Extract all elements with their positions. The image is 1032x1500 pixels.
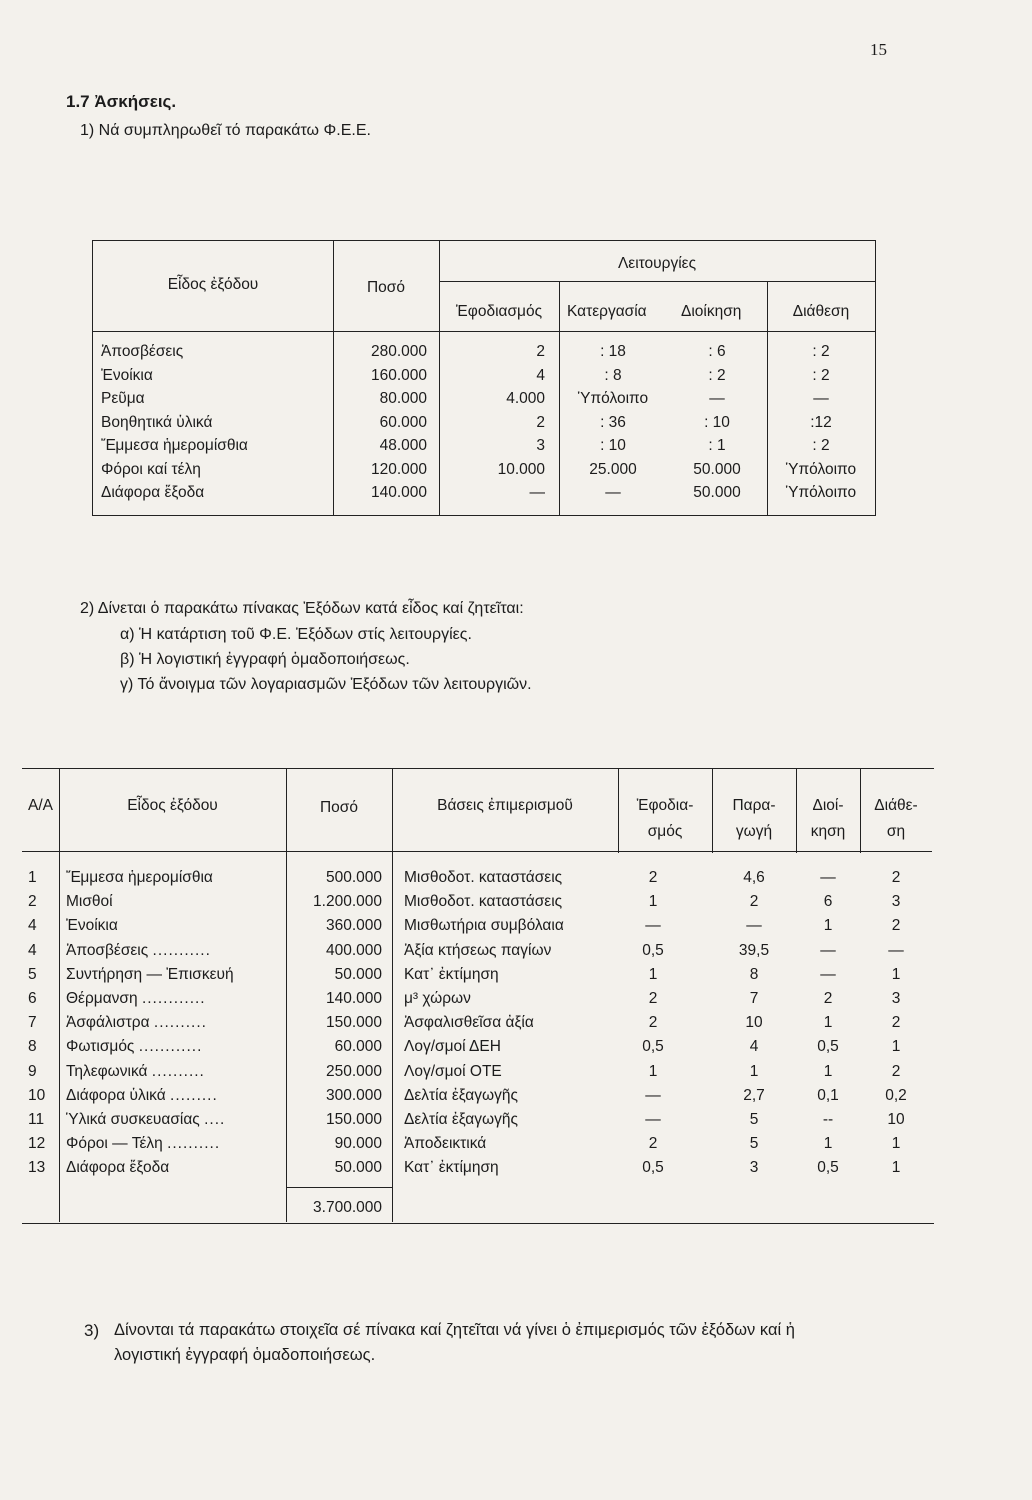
row-name-text: Διάφορα ὑλικά — [66, 1086, 166, 1104]
row-distribution: 2 — [891, 869, 901, 886]
row-amount: 150.000 — [325, 1111, 382, 1128]
row-name: Βοηθητικά ὑλικά — [101, 413, 213, 431]
row-supply: 4.000 — [506, 390, 545, 407]
row-name: Ἐνοίκια — [101, 366, 153, 384]
row-production: — — [746, 917, 762, 935]
header-basis: Βάσεις ἐπιμερισμοῦ — [437, 797, 573, 814]
row-production: 10 — [745, 1014, 763, 1032]
row-distribution: Ὑπόλοιπο — [785, 460, 857, 478]
header-supply: Ἐφοδιασμός — [455, 303, 543, 320]
exercise-2-instruction: 2) Δίνεται ὁ παρακάτω πίνακας Ἐξόδων κατά εἶδος καί ζητεῖται: — [80, 600, 524, 617]
row-administration: 0,5 — [817, 1038, 839, 1056]
row-distribution: 2 — [891, 1014, 901, 1032]
row-amount: 48.000 — [379, 437, 427, 454]
header-supply-2b: σμός — [647, 823, 683, 840]
row-production: 1 — [749, 1062, 759, 1080]
row-amount: 400.000 — [325, 941, 382, 959]
page-number: 15 — [870, 40, 887, 59]
row-administration: — — [820, 941, 836, 959]
row-processing: : 36 — [600, 413, 626, 431]
row-distribution: 1 — [891, 1038, 901, 1056]
header-distribution-2a: Διάθε- — [874, 797, 918, 814]
row-num: 7 — [28, 1014, 37, 1032]
row-amount: 160.000 — [370, 366, 427, 384]
header-administration-2a: Διοί- — [812, 797, 844, 814]
row-num: 4 — [28, 941, 37, 959]
row-supply: — — [645, 1111, 661, 1128]
row-distribution: : 2 — [812, 366, 830, 384]
row-amount: 280.000 — [370, 343, 427, 360]
row-basis: Κατ᾽ ἐκτίμηση — [404, 965, 499, 983]
header-administration: Διοίκηση — [681, 303, 742, 320]
row-administration: 1 — [823, 917, 833, 935]
row-administration: 50.000 — [693, 460, 741, 478]
row-production: 39,5 — [738, 941, 770, 959]
exercise-2-item-a: α) Ἡ κατάρτιση τοῦ Φ.Ε. Ἐξόδων στίς λειτουργίες. — [120, 626, 472, 643]
row-administration: 1 — [823, 1014, 833, 1032]
row-processing: 25.000 — [589, 460, 637, 478]
header-production-a: Παρα- — [732, 797, 776, 814]
row-supply: — — [529, 484, 545, 501]
leader-dots: ........... — [152, 941, 211, 959]
header-amount: Ποσό — [366, 279, 405, 296]
header-amount-2: Ποσό — [319, 799, 358, 816]
row-supply: 2 — [536, 343, 545, 360]
exercise-3-line-1: Δίνονται τά παρακάτω στοιχεῖα σέ πίνακα καί ζητεῖται νά γίνει ὁ ἐπιμερισμός τῶν ἐξόδων καί ἡ — [114, 1321, 795, 1339]
row-amount: 1.200.000 — [313, 893, 382, 911]
row-name-text: Φόροι — Τέλη — [66, 1135, 163, 1153]
row-num: 6 — [28, 990, 37, 1007]
row-administration: — — [709, 390, 725, 407]
row-name: Ρεῦμα — [101, 390, 145, 407]
row-administration: -- — [822, 1111, 834, 1128]
row-name — [66, 1014, 207, 1032]
row-basis: Ἀξία κτήσεως παγίων — [404, 941, 552, 959]
row-supply: 3 — [536, 437, 545, 454]
row-administration: : 1 — [708, 437, 726, 454]
row-distribution: 2 — [891, 917, 901, 935]
row-processing: : 10 — [600, 437, 626, 454]
row-basis: Μισθοδοτ. καταστάσεις — [404, 893, 563, 911]
row-supply: 1 — [648, 893, 658, 911]
row-distribution: — — [813, 390, 829, 407]
row-amount: 50.000 — [334, 965, 382, 983]
row-distribution: : 2 — [812, 437, 830, 454]
row-amount: 360.000 — [325, 917, 382, 935]
row-num: 5 — [28, 965, 37, 983]
leader-dots: ......... — [170, 1086, 218, 1104]
row-supply: 2 — [648, 990, 658, 1007]
row-supply: 1 — [648, 1062, 658, 1080]
row-name: Ἔμμεσα ἡμερομίσθια — [101, 437, 248, 454]
row-supply: — — [645, 1086, 661, 1104]
leader-dots: .......... — [167, 1135, 221, 1153]
exercise-3-line-2: λογιστική ἐγγραφή ὁμαδοποιήσεως. — [114, 1346, 376, 1364]
row-supply: 2 — [648, 869, 658, 886]
row-name: Ἔμμεσα ἡμερομίσθια — [66, 869, 213, 886]
row-processing: : 8 — [604, 366, 622, 384]
row-administration: 6 — [823, 893, 833, 911]
row-num: 2 — [28, 893, 37, 911]
total-amount: 3.700.000 — [313, 1199, 382, 1216]
row-basis: Μισθωτήρια συμβόλαια — [404, 917, 564, 935]
header-expense-type-2: Εἶδος ἐξόδου — [127, 797, 218, 814]
row-name — [66, 1087, 218, 1105]
leader-dots: .......... — [151, 1062, 205, 1080]
exercise-2-item-c: γ) Τό ἄνοιγμα τῶν λογαριασμῶν Ἐξόδων τῶν λειτουργιῶν. — [120, 676, 532, 693]
row-basis: Ἀσφαλισθεῖσα ἀξία — [404, 1014, 534, 1032]
row-amount: 80.000 — [379, 390, 427, 407]
row-name: Διάφορα ἔξοδα — [101, 484, 205, 501]
row-supply: 1 — [648, 965, 658, 983]
exercise-3-number: 3) — [84, 1321, 100, 1340]
row-administration: 1 — [823, 1135, 833, 1153]
row-name — [66, 1111, 225, 1129]
row-distribution: 3 — [891, 893, 901, 911]
row-production: 3 — [749, 1159, 759, 1177]
row-amount: 60.000 — [379, 413, 427, 431]
row-distribution: 3 — [891, 990, 901, 1007]
row-name-text: Ἀσφάλιστρα — [66, 1014, 150, 1032]
row-production: 7 — [749, 990, 759, 1007]
leader-dots: ............ — [138, 1038, 203, 1056]
row-name-text: Φωτισμός — [66, 1038, 135, 1056]
row-name-text: Θέρμανση — [66, 990, 138, 1007]
row-basis: Μισθοδοτ. καταστάσεις — [404, 869, 563, 886]
header-supply-2a: Ἐφοδια- — [636, 797, 694, 814]
header-expense-type: Εἶδος ἐξόδου — [167, 276, 259, 293]
row-num: 12 — [28, 1135, 46, 1153]
header-distribution: Διάθεση — [792, 303, 850, 320]
row-name — [66, 990, 206, 1008]
row-amount: 250.000 — [325, 1062, 382, 1080]
row-name: Ἐνοίκια — [66, 917, 118, 935]
row-supply: 0,5 — [642, 1038, 664, 1056]
row-num: 11 — [28, 1111, 45, 1128]
row-name-text: Ἀποσβέσεις — [66, 941, 149, 959]
row-administration: 1 — [823, 1062, 833, 1080]
row-num: 9 — [28, 1062, 37, 1080]
row-production: 8 — [749, 965, 759, 983]
row-processing: : 18 — [600, 343, 626, 360]
row-supply: 4 — [536, 366, 545, 384]
row-name — [66, 1135, 220, 1153]
row-name-text: Ὑλικά συσκευασίας — [66, 1111, 200, 1128]
row-distribution: 1 — [891, 1159, 901, 1177]
header-administration-2b: κηση — [810, 823, 846, 840]
row-distribution: : 2 — [812, 343, 830, 360]
row-production: 2,7 — [743, 1086, 765, 1104]
row-administration: 2 — [823, 990, 833, 1007]
row-amount: 140.000 — [370, 484, 427, 501]
row-basis: μ³ χώρων — [404, 990, 471, 1007]
leader-dots: .......... — [153, 1014, 207, 1032]
row-supply: 0,5 — [642, 941, 664, 959]
row-distribution: :12 — [810, 413, 832, 431]
expense-functions-table — [92, 240, 876, 516]
row-administration: 0,1 — [817, 1086, 839, 1104]
row-supply: 0,5 — [642, 1159, 664, 1177]
header-production-b: γωγή — [735, 823, 773, 840]
row-production: 2 — [749, 893, 759, 911]
row-production: 4,6 — [743, 869, 765, 886]
row-num: 4 — [28, 917, 37, 935]
header-num: Α/Α — [28, 797, 53, 814]
row-name — [66, 1063, 205, 1081]
row-name: Συντήρηση — Ἐπισκευή — [66, 965, 234, 983]
row-distribution: 1 — [891, 965, 901, 983]
row-num: 1 — [28, 869, 37, 886]
row-supply: 10.000 — [497, 460, 545, 478]
row-processing: — — [605, 484, 621, 501]
header-processing: Κατεργασία — [567, 303, 647, 320]
row-amount: 140.000 — [325, 990, 382, 1007]
row-basis: Ἀποδεικτικά — [404, 1135, 487, 1153]
row-administration: : 2 — [708, 366, 726, 384]
row-administration: : 10 — [704, 413, 730, 431]
row-num: 10 — [28, 1086, 46, 1104]
row-amount: 120.000 — [370, 460, 427, 478]
header-distribution-2b: ση — [886, 823, 906, 840]
row-distribution: 0,2 — [885, 1086, 907, 1104]
exercise-2-item-b: β) Ἡ λογιστική ἐγγραφή ὁμαδοποιήσεως. — [120, 651, 410, 668]
row-production: 5 — [749, 1135, 759, 1153]
row-processing: Ὑπόλοιπο — [577, 390, 649, 407]
row-name-text: Τηλεφωνικά — [66, 1062, 148, 1080]
row-administration: 0,5 — [817, 1159, 839, 1177]
row-administration: : 6 — [708, 343, 726, 360]
row-production: 4 — [749, 1038, 759, 1056]
row-distribution: — — [888, 941, 904, 959]
row-amount: 300.000 — [325, 1086, 382, 1104]
row-supply: 2 — [648, 1135, 658, 1153]
row-amount: 50.000 — [334, 1159, 382, 1177]
row-name: Φόροι καί τέλη — [101, 460, 201, 478]
row-administration: — — [820, 869, 836, 886]
row-name: Μισθοί — [66, 893, 113, 911]
row-supply: 2 — [648, 1014, 658, 1032]
row-basis: Λογ/σμοί ΔΕΗ — [404, 1038, 501, 1056]
row-name — [66, 1038, 202, 1056]
row-administration: — — [820, 965, 836, 983]
row-amount: 150.000 — [325, 1014, 382, 1032]
row-num: 8 — [28, 1038, 37, 1056]
row-supply: 2 — [536, 413, 545, 431]
row-distribution: 1 — [891, 1135, 901, 1153]
row-supply: — — [645, 917, 661, 935]
exercise-1-instruction: 1) Νά συμπληρωθεῖ τό παρακάτω Φ.Ε.Ε. — [80, 122, 371, 139]
row-amount: 60.000 — [334, 1038, 382, 1056]
row-name: Διάφορα ἔξοδα — [66, 1159, 170, 1177]
expense-allocation-table — [22, 768, 934, 1224]
row-distribution: Ὑπόλοιπο — [785, 484, 857, 501]
section-title: 1.7 Ἀσκήσεις. — [66, 92, 177, 111]
row-basis: Λογ/σμοί ΟΤΕ — [404, 1062, 502, 1080]
row-distribution: 2 — [891, 1062, 901, 1080]
row-production: 5 — [749, 1111, 759, 1128]
leader-dots: .... — [204, 1111, 226, 1128]
row-name: Ἀποσβέσεις — [101, 343, 184, 360]
row-name — [66, 942, 211, 960]
row-basis: Δελτία ἐξαγωγῆς — [404, 1086, 518, 1104]
row-administration: 50.000 — [693, 484, 741, 501]
row-basis: Δελτία ἐξαγωγῆς — [404, 1111, 518, 1128]
row-distribution: 10 — [887, 1111, 905, 1128]
header-functions: Λειτουργίες — [617, 255, 697, 272]
row-amount: 90.000 — [334, 1135, 382, 1153]
leader-dots: ............ — [141, 990, 206, 1007]
row-basis: Κατ᾽ ἐκτίμηση — [404, 1159, 499, 1177]
row-num: 13 — [28, 1159, 46, 1177]
row-amount: 500.000 — [325, 869, 382, 886]
